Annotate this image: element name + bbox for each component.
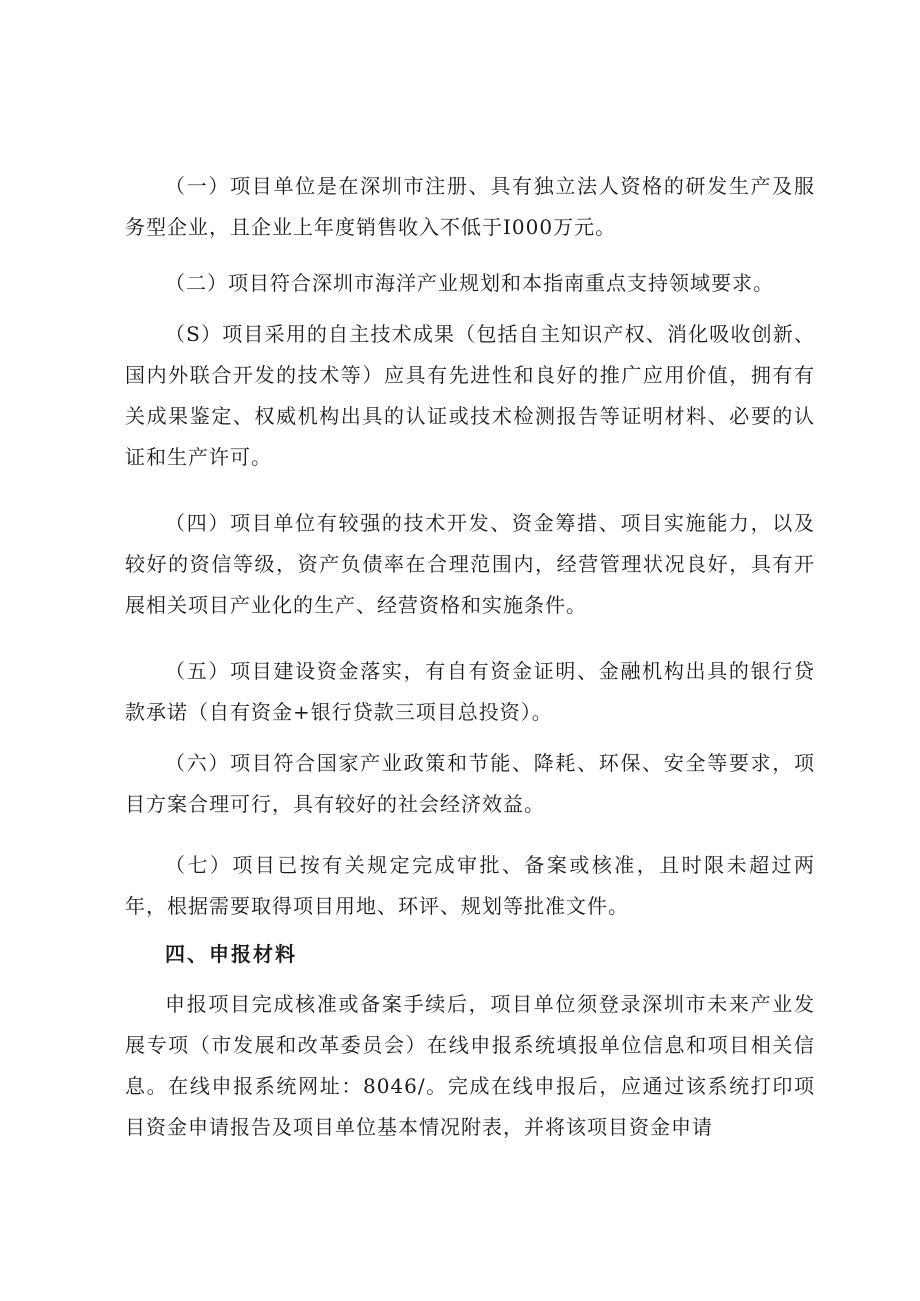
paragraph-condition-3: （S）项目采用的自主技术成果（包括自主知识产权、消化吸收创新、国内外联合开发的技术等）应具有先进性和良好的推广应用价值，拥有有关成果鉴定、权威机构出具的认证或技术检测报告等证明材料、必要的认证和生产许可。 bbox=[125, 322, 815, 469]
paragraph-condition-7: （七）项目已按有关规定完成审批、备案或核准，且时限未超过两年，根据需要取得项目用地、环评、规划等批准文件。 bbox=[125, 853, 815, 918]
paragraph-condition-1: （一）项目单位是在深圳市注册、具有独立法人资格的研发生产及服务型企业，且企业上年度销售收入不低于I000万元。 bbox=[125, 174, 815, 239]
section-heading: 四、申报材料 bbox=[165, 942, 297, 966]
paragraph-condition-2: （二）项目符合深圳市海洋产业规划和本指南重点支持领域要求。 bbox=[165, 271, 774, 295]
paragraph-condition-5: （五）项目建设资金落实，有自有资金证明、金融机构出具的银行贷款承诺（自有资金+银行贷款三项目总投资）。 bbox=[125, 659, 815, 724]
paragraph-condition-4: （四）项目单位有较强的技术开发、资金筹措、项目实施能力，以及较好的资信等级，资产负债率在合理范围内，经营管理状况良好，具有开展相关项目产业化的生产、经营资格和实施条件。 bbox=[125, 511, 815, 617]
paragraph-condition-6: （六）项目符合国家产业政策和节能、降耗、环保、安全等要求，项目方案合理可行，具有较好的社会经济效益。 bbox=[125, 751, 815, 816]
paragraph-application-materials: 申报项目完成核准或备案手续后，项目单位须登录深圳市未来产业发展专项（市发展和改革委员会）在线申报系统填报单位信息和项目相关信息。在线申报系统网址：8046/。完成在线申报后，应通过该系统打印项目资金申请报告及项目单位基本情况附表，并将该项目资金申请 bbox=[125, 992, 815, 1139]
